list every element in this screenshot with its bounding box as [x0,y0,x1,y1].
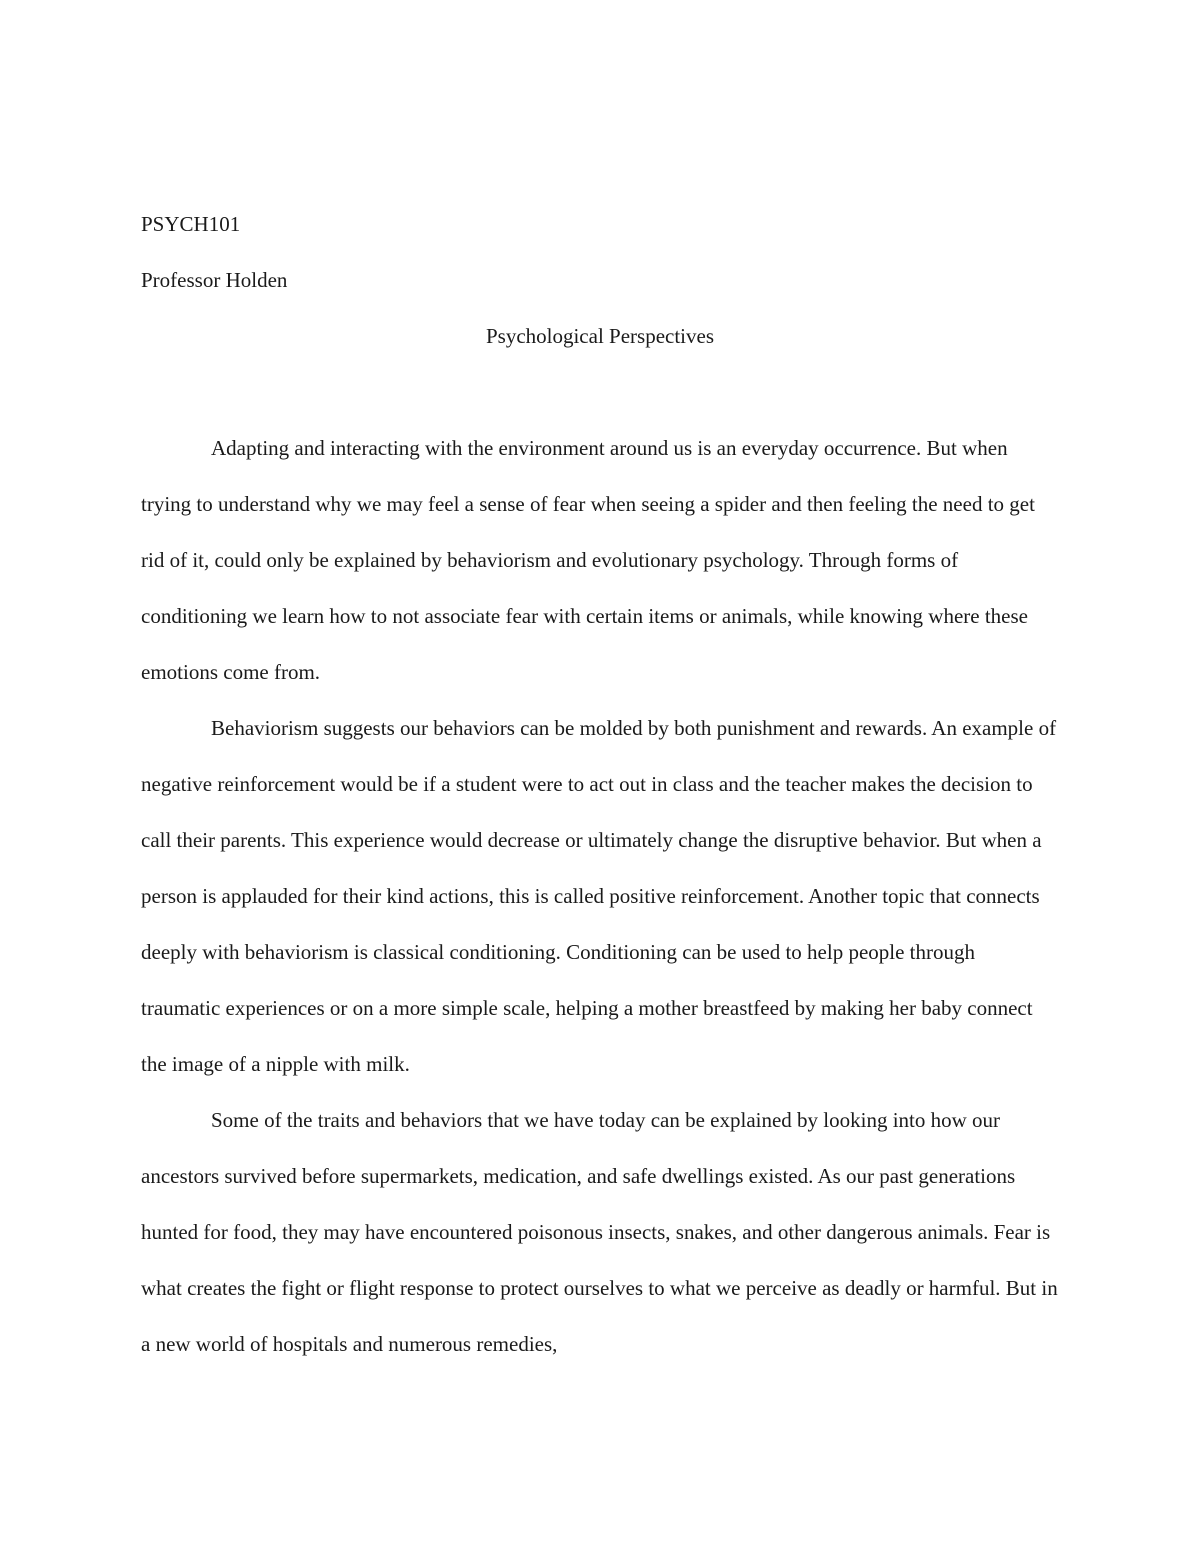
paragraph-3: Some of the traits and behaviors that we have today can be explained by looking into how our ancestors survived before supermarkets, medication, and safe dwellings existed. As our past generations hunted for food, they may have encountered poisonous insects, snakes, and other dangerous animals. Fear is what creates the fight or flight response to protect ourselves to what we perceive as deadly or harmful. But in a new world of hospitals and numerous remedies, [141,1108,1058,1356]
course-code: PSYCH101 [141,212,241,236]
document-page [141,196,1059,1372]
essay-title: Psychological Perspectives [485,324,715,348]
paragraph-2: Behaviorism suggests our behaviors can be molded by both punishment and rewards. An example of negative reinforcement would be if a student were to act out in class and the teacher makes the decision to call their parents. This experience would decrease or ultimately change the disruptive behavior. But when a person is applauded for their kind actions, this is called positive reinforcement. Another topic that connects deeply with behaviorism is classical conditioning. Conditioning can be used to help people through traumatic experiences or on a more simple scale, helping a mother breastfeed by making her baby connect the image of a nipple with milk. [141,716,1057,1076]
professor-name: Professor Holden [141,268,288,292]
paragraph-1: Adapting and interacting with the environment around us is an everyday occurrence. But when trying to understand why we may feel a sense of fear when seeing a spider and then feeling the need to get rid of it, could only be explained by behaviorism and evolutionary psychology. Through forms of conditioning we learn how to not associate fear with certain items or animals, while knowing where these emotions come from. [141,436,1035,684]
